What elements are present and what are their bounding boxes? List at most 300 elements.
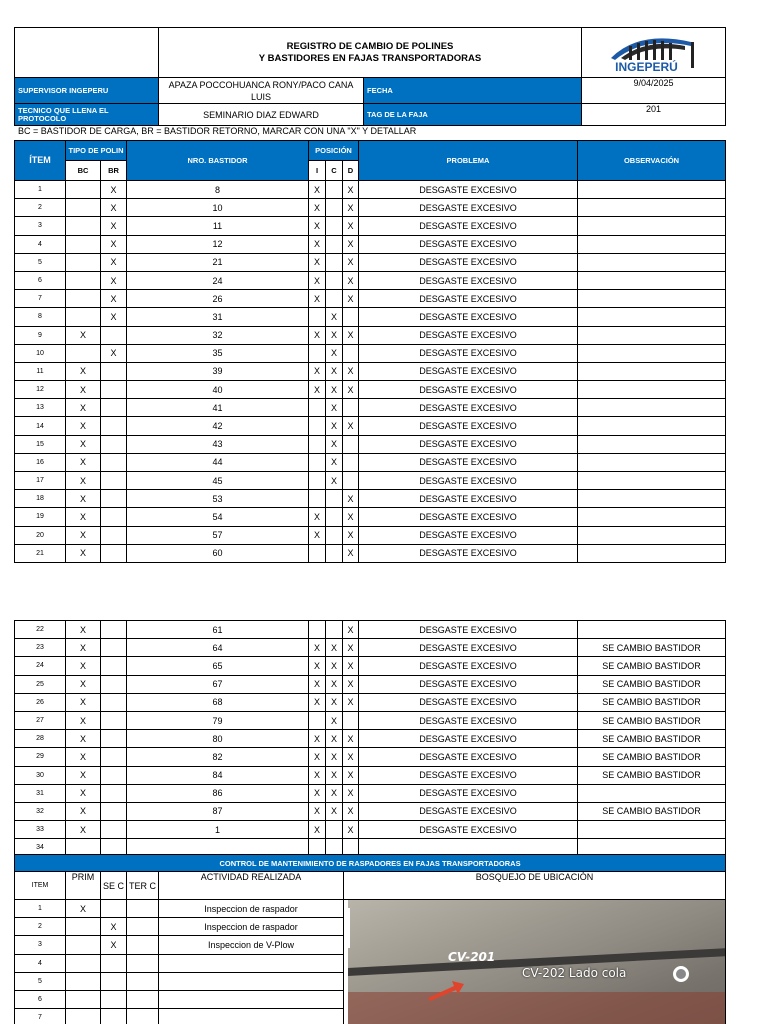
cell-br: [101, 639, 127, 657]
cell-bc: X: [66, 748, 101, 766]
cell-i: X: [309, 766, 326, 784]
cell-br: [101, 821, 127, 839]
cell-i: X: [309, 675, 326, 693]
cell-c: [326, 290, 343, 308]
table-row: [15, 508, 726, 526]
cell-i: X: [309, 181, 326, 199]
cell-observacion: [578, 417, 726, 435]
cell-nro-bastidor: 80: [127, 730, 309, 748]
cell-d: [343, 308, 359, 326]
cell-i: X: [309, 362, 326, 380]
table-row: [15, 526, 726, 544]
cell-d: X: [343, 784, 359, 802]
supervisor-value: APAZA POCCOHUANCA RONY/PACO CANA LUIS: [159, 78, 364, 104]
table-row: [15, 639, 726, 657]
cell-problema: DESGASTE EXCESIVO: [359, 748, 578, 766]
polines-table: [14, 140, 726, 563]
cell-observacion: SE CAMBIO BASTIDOR: [578, 766, 726, 784]
cell-problema: DESGASTE EXCESIVO: [359, 181, 578, 199]
cell-problema: DESGASTE EXCESIVO: [359, 621, 578, 639]
mt-cell-item: 7: [15, 1009, 66, 1024]
mt-cell-actividad: [159, 954, 344, 972]
cell-i: [309, 399, 326, 417]
cell-c: [326, 217, 343, 235]
col-posicion: POSICIÓN: [309, 141, 359, 161]
cell-i: X: [309, 526, 326, 544]
cell-i: [309, 308, 326, 326]
cell-br: [101, 766, 127, 784]
cell-bc: X: [66, 326, 101, 344]
cell-item: 21: [15, 544, 66, 562]
cell-i: X: [309, 381, 326, 399]
cell-problema: DESGASTE EXCESIVO: [359, 326, 578, 344]
cell-br: X: [101, 253, 127, 271]
cell-br: [101, 544, 127, 562]
mt-cell-prim: [66, 972, 101, 990]
cell-observacion: SE CAMBIO BASTIDOR: [578, 693, 726, 711]
cell-nro-bastidor: 26: [127, 290, 309, 308]
col-observacion: OBSERVACIÓN: [578, 141, 726, 181]
cell-c: X: [326, 344, 343, 362]
sketch-label-cv201: CV-201: [448, 950, 496, 964]
cell-item: 28: [15, 730, 66, 748]
mt-cell-actividad: Inspeccion de raspador: [159, 900, 344, 918]
cell-c: [326, 821, 343, 839]
cell-d: X: [343, 526, 359, 544]
cell-nro-bastidor: 45: [127, 472, 309, 490]
cell-problema: DESGASTE EXCESIVO: [359, 199, 578, 217]
cell-c: [326, 253, 343, 271]
cell-bc: X: [66, 711, 101, 729]
header-table: [14, 27, 726, 126]
fecha-value: 9/04/2025: [582, 78, 726, 104]
cell-observacion: [578, 235, 726, 253]
cell-observacion: SE CAMBIO BASTIDOR: [578, 730, 726, 748]
cell-item: 29: [15, 748, 66, 766]
cell-d: X: [343, 271, 359, 289]
cell-problema: DESGASTE EXCESIVO: [359, 675, 578, 693]
cell-c: X: [326, 326, 343, 344]
col-i: I: [309, 161, 326, 181]
cell-problema: DESGASTE EXCESIVO: [359, 526, 578, 544]
cell-c: X: [326, 362, 343, 380]
cell-br: [101, 399, 127, 417]
tecnico-value: SEMINARIO DIAZ EDWARD: [159, 104, 364, 126]
supervisor-label: SUPERVISOR INGEPERU: [15, 78, 159, 104]
cell-i: X: [309, 253, 326, 271]
mt-cell-terc: [127, 1009, 159, 1024]
cell-d: [343, 399, 359, 417]
table-row: [15, 472, 726, 490]
col-tipo-polin: TIPO DE POLIN: [66, 141, 127, 161]
cell-observacion: [578, 821, 726, 839]
table-row: [15, 544, 726, 562]
cell-bc: [66, 181, 101, 199]
mt-cell-sec: [101, 954, 127, 972]
cell-item: 17: [15, 472, 66, 490]
cell-bc: [66, 290, 101, 308]
cell-observacion: [578, 381, 726, 399]
cell-i: [309, 453, 326, 471]
cell-i: X: [309, 235, 326, 253]
mt-cell-prim: [66, 990, 101, 1008]
cell-nro-bastidor: 21: [127, 253, 309, 271]
cell-c: X: [326, 472, 343, 490]
rows-page2: [15, 621, 726, 857]
cell-br: [101, 657, 127, 675]
cell-problema: DESGASTE EXCESIVO: [359, 544, 578, 562]
cell-c: [326, 544, 343, 562]
polines-table-continued: [14, 620, 726, 857]
cell-bc: X: [66, 766, 101, 784]
mt-cell-item: 6: [15, 990, 66, 1008]
maintenance-title: CONTROL DE MANTENIMIENTO DE RASPADORES EN FAJAS TRANSPORTADORAS: [15, 855, 726, 872]
cell-bc: X: [66, 399, 101, 417]
cell-c: X: [326, 435, 343, 453]
title-line-2: Y BASTIDORES EN FAJAS TRANSPORTADORAS: [258, 52, 482, 64]
cell-item: 14: [15, 417, 66, 435]
cell-problema: DESGASTE EXCESIVO: [359, 508, 578, 526]
cell-c: X: [326, 639, 343, 657]
cell-d: [343, 472, 359, 490]
cell-d: X: [343, 290, 359, 308]
mt-cell-terc: [127, 918, 159, 936]
cell-c: X: [326, 784, 343, 802]
cell-bc: X: [66, 526, 101, 544]
cell-item: 23: [15, 639, 66, 657]
cell-d: X: [343, 748, 359, 766]
cell-i: X: [309, 730, 326, 748]
cell-c: X: [326, 308, 343, 326]
mt-col-bosquejo: BOSQUEJO DE UBICACIÓN: [344, 872, 726, 900]
table-row: [15, 181, 726, 199]
mt-cell-terc: [127, 900, 159, 918]
cell-bc: X: [66, 657, 101, 675]
col-br: BR: [101, 161, 127, 181]
mt-cell-item: 1: [15, 900, 66, 918]
table-row: [15, 290, 726, 308]
cell-bc: [66, 271, 101, 289]
title-line-1: REGISTRO DE CAMBIO DE POLINES: [286, 40, 454, 52]
cell-bc: X: [66, 639, 101, 657]
cell-br: [101, 693, 127, 711]
cell-d: X: [343, 217, 359, 235]
mt-cell-item: 5: [15, 972, 66, 990]
cell-item: 6: [15, 271, 66, 289]
cell-c: X: [326, 399, 343, 417]
cell-item: 31: [15, 784, 66, 802]
cell-nro-bastidor: 84: [127, 766, 309, 784]
tecnico-label: TECNICO QUE LLENA EL PROTOCOLO: [15, 104, 159, 126]
cell-item: 11: [15, 362, 66, 380]
table-row: [15, 802, 726, 820]
cell-i: X: [309, 639, 326, 657]
cell-problema: DESGASTE EXCESIVO: [359, 235, 578, 253]
cell-br: [101, 508, 127, 526]
cell-item: 5: [15, 253, 66, 271]
cell-item: 33: [15, 821, 66, 839]
cell-br: [101, 362, 127, 380]
cell-bc: X: [66, 453, 101, 471]
cell-item: 3: [15, 217, 66, 235]
rows-page1: [15, 181, 726, 563]
cell-bc: [66, 344, 101, 362]
cell-item: 13: [15, 399, 66, 417]
cell-nro-bastidor: 39: [127, 362, 309, 380]
cell-d: X: [343, 417, 359, 435]
cell-i: X: [309, 326, 326, 344]
cell-c: X: [326, 657, 343, 675]
cell-bc: [66, 217, 101, 235]
cell-i: X: [309, 802, 326, 820]
cell-bc: X: [66, 784, 101, 802]
mt-cell-sec: [101, 972, 127, 990]
cell-problema: DESGASTE EXCESIVO: [359, 453, 578, 471]
cell-i: X: [309, 290, 326, 308]
cell-c: [326, 508, 343, 526]
cell-bc: X: [66, 381, 101, 399]
cell-br: [101, 730, 127, 748]
cell-observacion: [578, 621, 726, 639]
mt-col-terc: TER C: [127, 872, 159, 900]
cell-observacion: [578, 526, 726, 544]
cell-nro-bastidor: 24: [127, 271, 309, 289]
cell-c: X: [326, 748, 343, 766]
mt-cell-prim: [66, 936, 101, 954]
mt-cell-sec: X: [101, 936, 127, 954]
cell-item: 7: [15, 290, 66, 308]
cell-item: 16: [15, 453, 66, 471]
cell-nro-bastidor: 61: [127, 621, 309, 639]
cell-c: X: [326, 453, 343, 471]
mt-cell-terc: [127, 990, 159, 1008]
cell-bc: X: [66, 490, 101, 508]
cell-d: [343, 711, 359, 729]
cell-problema: DESGASTE EXCESIVO: [359, 344, 578, 362]
col-nro-bastidor: NRO. BASTIDOR: [127, 141, 309, 181]
table-row: [15, 199, 726, 217]
cell-item: 34: [15, 839, 66, 857]
table-row: [15, 711, 726, 729]
cell-d: X: [343, 490, 359, 508]
cell-d: X: [343, 802, 359, 820]
cell-nro-bastidor: 87: [127, 802, 309, 820]
tag-label: TAG DE LA FAJA: [364, 104, 582, 126]
table-row: [15, 821, 726, 839]
mt-col-actividad: ACTIVIDAD REALIZADA: [159, 872, 344, 900]
cell-observacion: [578, 362, 726, 380]
cell-problema: DESGASTE EXCESIVO: [359, 766, 578, 784]
cell-problema: DESGASTE EXCESIVO: [359, 308, 578, 326]
cell-d: X: [343, 639, 359, 657]
mt-cell-terc: [127, 972, 159, 990]
cell-d: X: [343, 326, 359, 344]
cell-br: [101, 381, 127, 399]
cell-nro-bastidor: 65: [127, 657, 309, 675]
cell-br: [101, 472, 127, 490]
mt-cell-actividad: [159, 990, 344, 1008]
table-row: [15, 271, 726, 289]
cell-d: X: [343, 181, 359, 199]
cell-observacion: SE CAMBIO BASTIDOR: [578, 657, 726, 675]
cell-nro-bastidor: 32: [127, 326, 309, 344]
table-row: [15, 730, 726, 748]
cell-bc: [66, 308, 101, 326]
cell-bc: X: [66, 675, 101, 693]
sketch-frame: [348, 908, 350, 948]
table-row: [15, 784, 726, 802]
cell-bc: [66, 253, 101, 271]
table-row: [15, 362, 726, 380]
tag-value: 201: [582, 104, 726, 126]
cell-br: [101, 711, 127, 729]
cell-problema: DESGASTE EXCESIVO: [359, 490, 578, 508]
cell-problema: DESGASTE EXCESIVO: [359, 217, 578, 235]
table-row: [15, 621, 726, 639]
cell-observacion: [578, 181, 726, 199]
cell-nro-bastidor: 10: [127, 199, 309, 217]
cell-observacion: [578, 784, 726, 802]
cell-d: X: [343, 544, 359, 562]
cell-i: X: [309, 508, 326, 526]
cell-d: X: [343, 199, 359, 217]
cell-nro-bastidor: 64: [127, 639, 309, 657]
cell-i: X: [309, 271, 326, 289]
cell-observacion: SE CAMBIO BASTIDOR: [578, 802, 726, 820]
cell-c: X: [326, 766, 343, 784]
cell-item: 2: [15, 199, 66, 217]
mt-cell-prim: [66, 918, 101, 936]
cell-item: 4: [15, 235, 66, 253]
cell-br: X: [101, 308, 127, 326]
cell-d: X: [343, 235, 359, 253]
cell-item: 10: [15, 344, 66, 362]
cell-bc: X: [66, 730, 101, 748]
cell-bc: X: [66, 802, 101, 820]
cell-i: X: [309, 748, 326, 766]
mt-cell-actividad: Inspeccion de V-Plow: [159, 936, 344, 954]
cell-problema: DESGASTE EXCESIVO: [359, 657, 578, 675]
table-row: [15, 453, 726, 471]
fecha-label: FECHA: [364, 78, 582, 104]
cell-nro-bastidor: 35: [127, 344, 309, 362]
cell-observacion: [578, 271, 726, 289]
mt-cell-item: 4: [15, 954, 66, 972]
cell-bc: X: [66, 821, 101, 839]
cell-problema: DESGASTE EXCESIVO: [359, 821, 578, 839]
cell-nro-bastidor: 86: [127, 784, 309, 802]
cell-item: 26: [15, 693, 66, 711]
cell-nro-bastidor: 43: [127, 435, 309, 453]
cell-problema: DESGASTE EXCESIVO: [359, 784, 578, 802]
cell-br: X: [101, 235, 127, 253]
cell-c: [326, 271, 343, 289]
cell-problema: DESGASTE EXCESIVO: [359, 290, 578, 308]
table-row: [15, 657, 726, 675]
cell-c: [326, 199, 343, 217]
cell-nro-bastidor: 79: [127, 711, 309, 729]
cell-nro-bastidor: 53: [127, 490, 309, 508]
cell-c: [326, 526, 343, 544]
cell-c: X: [326, 675, 343, 693]
cell-d: X: [343, 362, 359, 380]
cell-nro-bastidor: 67: [127, 675, 309, 693]
location-sketch-image: [348, 900, 725, 1024]
cell-item: 8: [15, 308, 66, 326]
cell-problema: DESGASTE EXCESIVO: [359, 253, 578, 271]
cell-observacion: [578, 490, 726, 508]
cell-br: [101, 435, 127, 453]
cell-c: X: [326, 730, 343, 748]
mt-cell-prim: [66, 954, 101, 972]
logo-cell: [582, 28, 726, 78]
cell-d: X: [343, 621, 359, 639]
cell-br: [101, 621, 127, 639]
table-row: [15, 381, 726, 399]
cell-problema: DESGASTE EXCESIVO: [359, 435, 578, 453]
cell-br: X: [101, 344, 127, 362]
cell-item: 25: [15, 675, 66, 693]
cell-item: 27: [15, 711, 66, 729]
table-row: [15, 417, 726, 435]
red-arrow-icon: [426, 978, 466, 1002]
cell-d: X: [343, 821, 359, 839]
cell-c: X: [326, 417, 343, 435]
cell-i: X: [309, 821, 326, 839]
cell-nro-bastidor: 44: [127, 453, 309, 471]
cell-problema: DESGASTE EXCESIVO: [359, 362, 578, 380]
cell-bc: X: [66, 508, 101, 526]
cell-br: [101, 526, 127, 544]
header-blank-cell: [15, 28, 159, 78]
cell-observacion: [578, 308, 726, 326]
col-item: ÍTEM: [15, 141, 66, 181]
sketch-ground-band: [348, 992, 725, 1024]
table-row: [15, 435, 726, 453]
cell-nro-bastidor: 57: [127, 526, 309, 544]
cell-br: X: [101, 181, 127, 199]
table-row: [15, 693, 726, 711]
cell-bc: X: [66, 417, 101, 435]
mt-col-sec: SE C: [101, 872, 127, 900]
cell-nro-bastidor: 12: [127, 235, 309, 253]
cell-i: X: [309, 784, 326, 802]
cell-br: [101, 453, 127, 471]
cell-d: X: [343, 253, 359, 271]
cell-nro-bastidor: 42: [127, 417, 309, 435]
cell-bc: [66, 199, 101, 217]
cell-i: [309, 417, 326, 435]
logo-text: INGEPERÚ: [615, 59, 678, 74]
cell-i: X: [309, 693, 326, 711]
mt-cell-terc: [127, 954, 159, 972]
mt-cell-prim: [66, 1009, 101, 1024]
table-row: [15, 235, 726, 253]
cell-item: 9: [15, 326, 66, 344]
cell-br: [101, 802, 127, 820]
mt-cell-sec: [101, 1009, 127, 1024]
cell-observacion: [578, 344, 726, 362]
cell-i: X: [309, 199, 326, 217]
cell-problema: DESGASTE EXCESIVO: [359, 417, 578, 435]
table-row: [15, 748, 726, 766]
mt-cell-actividad: Inspeccion de raspador: [159, 918, 344, 936]
cell-item: 15: [15, 435, 66, 453]
mt-col-prim: PRIM: [66, 872, 101, 900]
cell-bc: X: [66, 544, 101, 562]
cell-c: X: [326, 381, 343, 399]
cell-d: X: [343, 508, 359, 526]
